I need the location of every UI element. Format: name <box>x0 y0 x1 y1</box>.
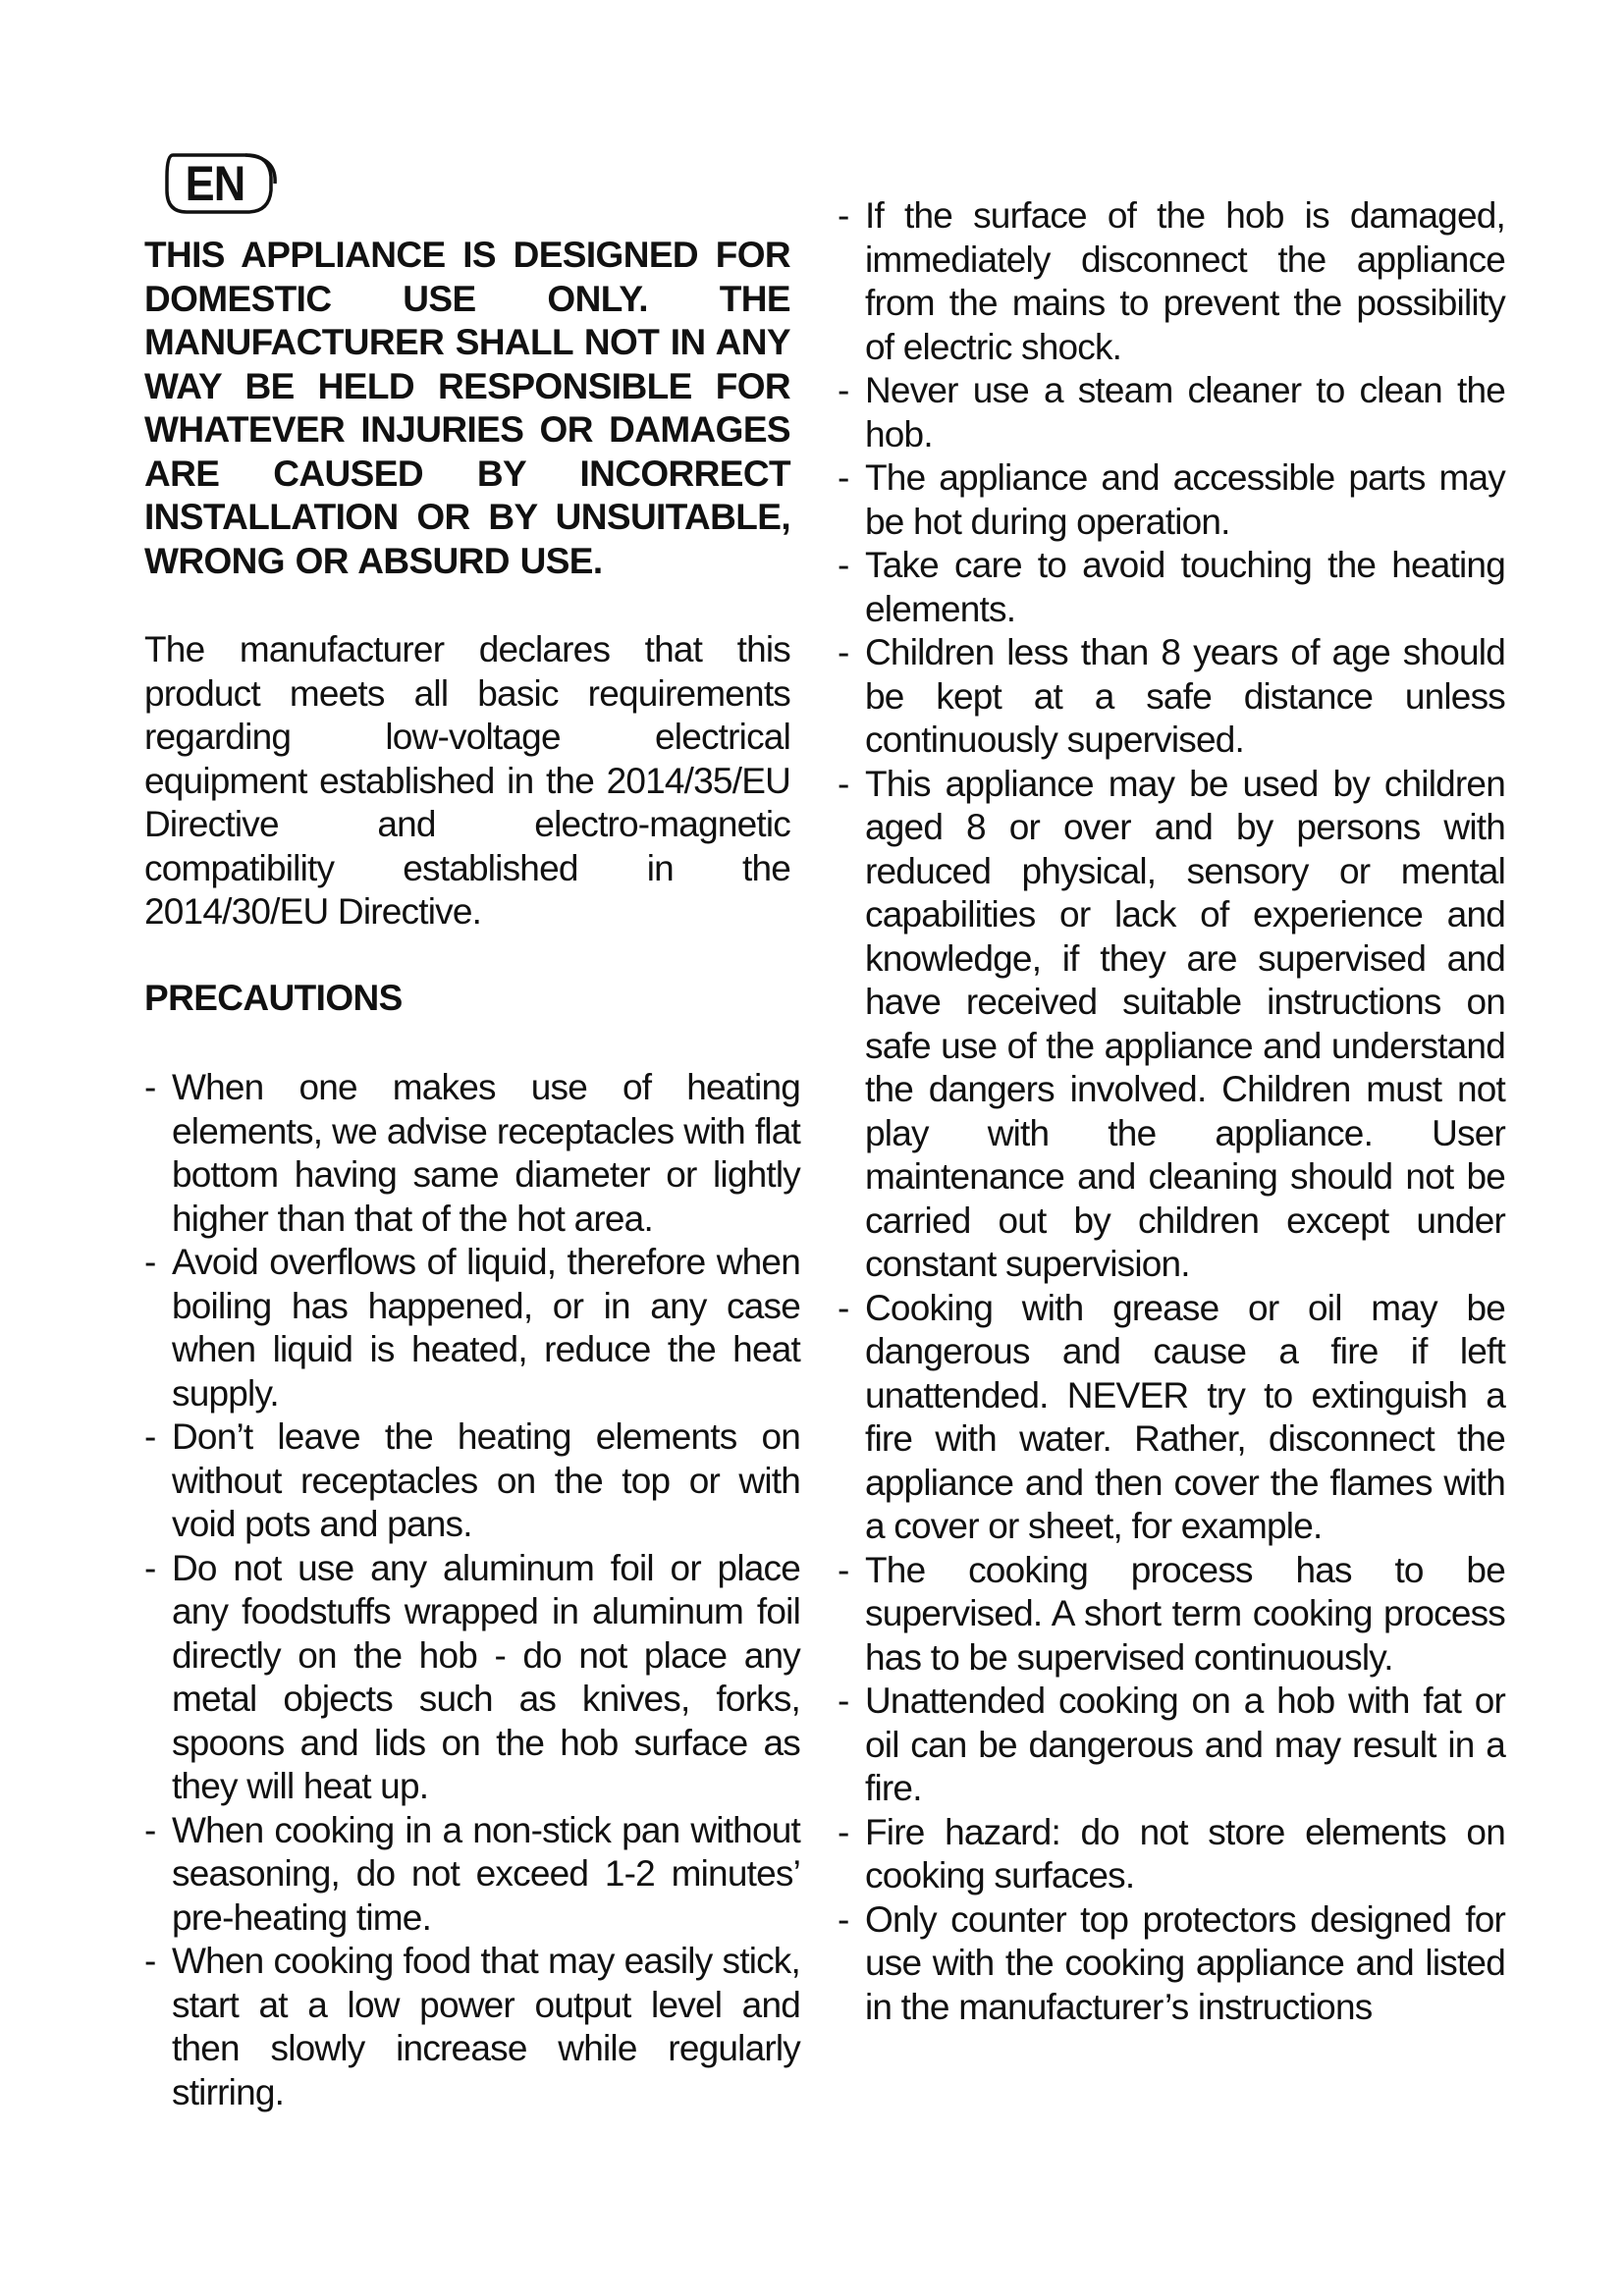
language-badge <box>161 147 279 220</box>
precaution-text: When one makes use of heating elements, we advise receptacles with flat bottom having same diameter or lightly higher than that of the hot area. <box>172 1067 800 1239</box>
precaution-item <box>838 1898 1505 2030</box>
precaution-text: Only counter top protectors designed for use with the cooking appliance and listed in the manufacturer’s instructions <box>865 1898 1505 2027</box>
precaution-item <box>144 1809 800 1941</box>
precaution-item <box>144 1547 800 1809</box>
bullet-dash: - <box>838 1811 849 1852</box>
precaution-item <box>838 1680 1505 1811</box>
precaution-text: Children less than 8 years of age should be kept at a safe distance unless continuously supervised. <box>865 632 1505 760</box>
precaution-text: If the surface of the hob is damaged, immediately disconnect the appliance from the mains to prevent the possibility of electric shock. <box>865 195 1505 367</box>
precaution-text: The appliance and accessible parts may be hot during operation. <box>865 457 1505 542</box>
bullet-dash: - <box>838 545 849 585</box>
bullet-dash: - <box>144 1242 156 1282</box>
precaution-text: Cooking with grease or oil may be dangerous and cause a fire if left unattended. NEVER try to extinguish a fire with water. Rather, disconnect the appliance and then cover the flames with a cover or sheet, for example. <box>865 1287 1505 1546</box>
precaution-item <box>838 456 1505 544</box>
precaution-item <box>838 763 1505 1287</box>
precaution-item <box>838 1549 1505 1681</box>
bullet-dash: - <box>144 1547 156 1588</box>
precaution-item <box>144 1066 800 1241</box>
bullet-dash: - <box>838 457 849 498</box>
precautions-list-left <box>144 1066 800 2114</box>
precaution-item <box>144 1940 800 2114</box>
bullet-dash: - <box>144 1809 156 1850</box>
bullet-dash: - <box>838 370 849 410</box>
precaution-item <box>144 1241 800 1415</box>
precaution-text: Don’t leave the heating elements on without receptacles on the top or with void pots and pans. <box>172 1416 800 1544</box>
precaution-item <box>838 1287 1505 1549</box>
precaution-text: This appliance may be used by children aged 8 or over and by persons with reduced physical, sensory or mental capabilities or lack of experience and knowledge, if they are supervised and have received suitable instructions on safe use of the appliance and understand the dangers involved. Children must not play with the appliance. User maintenance and cleaning should not be carried out by children except under constant supervision. <box>865 763 1505 1284</box>
precaution-item <box>838 1811 1505 1898</box>
precaution-item <box>838 631 1505 763</box>
precaution-text: When cooking in a non-stick pan without seasoning, do not exceed 1-2 minutes’ pre-heating time. <box>172 1809 800 1938</box>
precaution-text: Unattended cooking on a hob with fat or oil can be dangerous and may result in a fire. <box>865 1681 1505 1808</box>
precautions-list-right <box>838 194 1505 2029</box>
precaution-text: The cooking process has to be supervised. A short term cooking process has to be supervised continuously. <box>865 1549 1505 1678</box>
bullet-dash: - <box>838 1898 849 1940</box>
precaution-item <box>838 544 1505 631</box>
bullet-dash: - <box>838 1287 849 1328</box>
precaution-text: Fire hazard: do not store elements on cooking surfaces. <box>865 1811 1505 1896</box>
bullet-dash: - <box>144 1416 156 1457</box>
precaution-text: When cooking food that may easily stick, start at a low power output level and then slowly increase while regularly stirring. <box>172 1941 800 2112</box>
bullet-dash: - <box>838 632 849 672</box>
language-code: EN <box>185 156 245 211</box>
conformity-declaration: The manufacturer declares that this product meets all basic requirements regarding low-voltage electrical equipment established in the 2014/35/EU Directive and electro-magnetic compatibility established in the 2014/30/EU Directive. <box>144 629 790 932</box>
bullet-dash: - <box>838 763 849 804</box>
bullet-dash: - <box>838 195 849 236</box>
precaution-text: Avoid overflows of liquid, therefore when boiling has happened, or in any case when liquid is heated, reduce the heat supply. <box>172 1242 800 1414</box>
bullet-dash: - <box>144 1067 156 1107</box>
precaution-text: Take care to avoid touching the heating elements. <box>865 545 1505 629</box>
precaution-text: Do not use any aluminum foil or place any foodstuffs wrapped in aluminum foil directly on the hob - do not place any metal objects such as knives, forks, spoons and lids on the hob surface as they will heat up. <box>172 1547 800 1806</box>
precaution-text: Never use a steam cleaner to clean the hob. <box>865 370 1505 454</box>
domestic-use-warning: THIS APPLIANCE IS DESIGNED FOR DOMESTIC USE ONLY. THE MANUFACTURER SHALL NOT IN ANY WAY BE HELD RESPONSIBLE FOR WHATEVER INJURIES OR DAMAGES ARE CAUSED BY INCORRECT INSTALLATION OR BY UNSUITABLE, WRONG OR ABSURD USE. <box>144 235 790 581</box>
precaution-item <box>838 194 1505 369</box>
bullet-dash: - <box>144 1941 156 1981</box>
bullet-dash: - <box>838 1549 849 1590</box>
bullet-dash: - <box>838 1681 849 1721</box>
precaution-item <box>838 369 1505 456</box>
precaution-item <box>144 1415 800 1547</box>
precautions-heading: PRECAUTIONS <box>144 978 403 1018</box>
